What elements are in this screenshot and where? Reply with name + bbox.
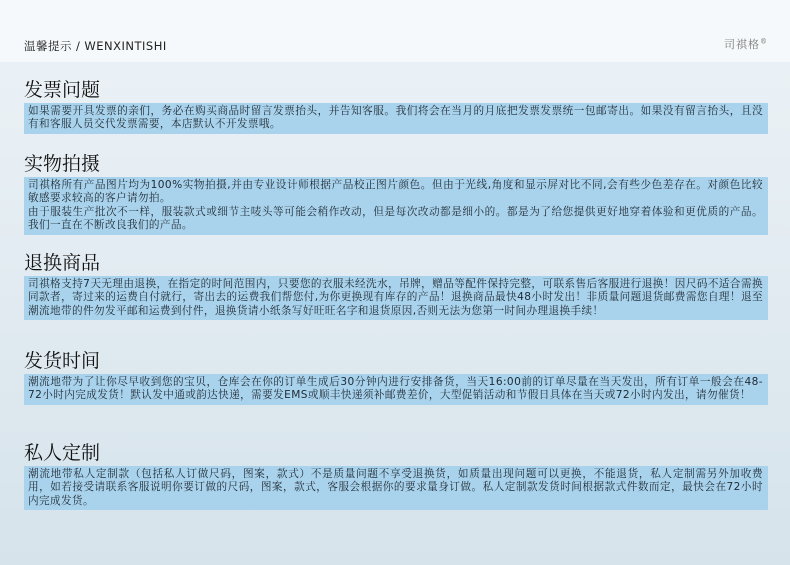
section-invoice [24,78,768,134]
brand-name: 司祺格 [724,38,760,51]
section-custom [24,441,768,510]
section-body [24,103,768,134]
registered-mark: ® [760,37,768,46]
section-paragraph: 司祺格所有产品图片均为100%实物拍摄,并由专业设计师根据产品校正图片颜色。但由于光线,角度和显示屏对比不同,会有些少色差存在。对颜色比较敏感要求较高的客户请勿拍。 [28,179,763,205]
section-shipping [24,349,768,405]
section-title: 实物拍摄 [24,153,101,175]
section-title: 发票问题 [24,79,101,101]
section-body [24,177,768,235]
section-paragraph: 由于服装生产批次不一样，服装款式或细节主唛头等可能会稍作改动，但是每次改动都是细小的。都是为了给您提供更好地穿着体验和更优质的产品。我们一直在不断改良我们的产品。 [28,205,763,232]
section-returns [24,251,768,320]
header-separator: / [76,39,81,53]
brand-logo [724,36,768,52]
section-title: 私人定制 [24,442,101,464]
section-paragraph: 如果需要开具发票的亲们，务必在购买商品时留言发票抬头，并告知客服。我们将会在当月的月底把发票发票统一包邮寄出。如果没有留言抬头，且没有和客服人员交代发票需要，本店默认不开发票哦。 [28,105,763,131]
section-body [24,276,768,320]
section-paragraph: 潮流地带为了让你尽早收到您的宝贝，仓库会在你的订单生成后30分钟内进行安排备货，当天16:00前的订单尽量在当天发出，所有订单一般会在48-72小时内完成发货！默认发中通或韵达快递，需要发EMS或顺丰快递须补邮费差价，大型促销活动和节假日具体在当天或72小时内发出，请勿催货！ [28,376,763,402]
section-photography [24,152,768,235]
header-title [24,38,167,54]
section-paragraph: 潮流地带私人定制款（包括私人订做尺码，图案，款式）不是质量问题不享受退换货，如质量出现问题可以更换，不能退货，私人定制需另外加收费用，如若接受请联系客服说明你要订做的尺码，图案，款式，客服会根据你的要求量身订做。私人定制款发货时间根据款式件数而定，最快会在72小时内完成发货。 [28,468,763,507]
section-body [24,466,768,510]
section-title: 发货时间 [24,350,101,372]
section-title: 退换商品 [24,252,101,274]
header-title-cn: 温馨提示 [24,39,72,53]
header-title-en: WENXINTISHI [84,39,167,53]
section-body [24,374,768,405]
section-paragraph: 司祺格支持7天无理由退换，在指定的时间范围内，只要您的衣服未经洗水，吊牌，赠品等配件保持完整，可联系售后客服进行退换！因尺码不适合需换同款者，寄过来的运费自付就行，寄出去的运费我们帮您付,为你更换现有库存的产品！退换商品最快48小时发出！非质量问题退货邮费需您自理！退至潮流地带的件勿发平邮和运费到付件，退换货请小纸条写好旺旺名字和退货原因,否则无法为您第一时间办理退换手续！ [28,278,763,317]
